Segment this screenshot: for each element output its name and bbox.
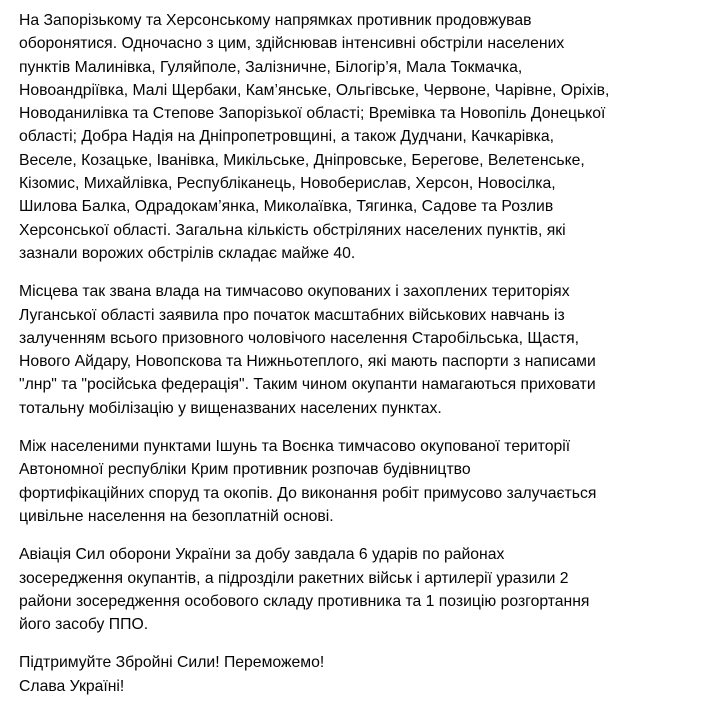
post-body [19, 9, 703, 713]
paragraph-zaporizhzhia-kherson [19, 9, 703, 265]
text-line: пунктів Малинівка, Гуляйполе, Залізничне, Білогір’я, Мала Токмачка, [19, 58, 523, 76]
text-line: На Запорізькому та Херсонському напрямках противник продовжував [19, 12, 532, 29]
paragraph-closing [19, 651, 703, 698]
text-line: Слава Україні! [19, 677, 125, 695]
text-line: Веселе, Козацьке, Іванівка, Микільське, Дніпровське, Берегове, Велетенське, [19, 151, 585, 169]
text-line: райони зосередження особового складу противника та 1 позицію розгортання [19, 592, 590, 610]
paragraph-luhansk [19, 280, 703, 420]
text-line: оборонятися. Одночасно з цим, здійснював інтенсивні обстріли населених [19, 35, 565, 53]
text-line: його засобу ППО. [19, 616, 149, 634]
text-line: Місцева так звана влада на тимчасово окупованих і захоплених територіях [19, 283, 570, 301]
text-line: Луганської області заявила про початок масштабних військових навчань із [19, 306, 565, 324]
text-line: тотальну мобілізацію у вищеназваних населених пунктах. [19, 399, 442, 417]
text-line: зосередження окупантів, а підрозділи ракетних військ і артилерії уразили 2 [19, 569, 569, 587]
text-line: Між населеними пунктами Ішунь та Воєнка тимчасово окупованої території [19, 438, 571, 456]
text-line: Новоданилівка та Степове Запорізької області; Времівка та Новопіль Донецької [19, 105, 606, 123]
text-line: залученням всього призовного чоловічого населення Старобільська, Щастя, [19, 329, 580, 347]
paragraph-aviation [19, 543, 703, 636]
text-line: Шилова Балка, Одрадокам’янка, Миколаївка, Тягинка, Садове та Розлив [19, 198, 554, 216]
paragraph-crimea [19, 435, 703, 528]
text-line: Херсонської області. Загальна кількість обстріляних населених пунктів, які [19, 221, 566, 239]
text-line: Нового Айдару, Новопскова та Нижньотеплого, які мають паспорти з написами [19, 353, 596, 371]
text-line: Автономної республіки Крим противник розпочав будівництво [19, 461, 471, 479]
text-line: цивільне населення на безоплатній основі. [19, 507, 334, 525]
text-line: Авіація Сил оборони України за добу завдала 6 ударів по районах [19, 546, 505, 564]
text-line: "лнр" та "російська федерація". Таким чином окупанти намагаються приховати [19, 376, 596, 394]
text-line: Підтримуйте Збройні Сили! Переможемо! [19, 654, 325, 672]
text-line: області; Добра Надія на Дніпропетровщині, а також Дудчани, Качкарівка, [19, 128, 554, 146]
text-line: зазнали ворожих обстрілів складає майже 40. [19, 244, 356, 262]
text-line: Новоандріївка, Малі Щербаки, Кам’янське, Ольгівське, Червоне, Чарівне, Оріхів, [19, 81, 610, 99]
text-line: фортифікаційних споруд та окопів. До виконання робіт примусово залучається [19, 484, 597, 502]
text-line: Кізомис, Михайлівка, Республіканець, Новоберислав, Херсон, Новосілка, [19, 175, 556, 193]
